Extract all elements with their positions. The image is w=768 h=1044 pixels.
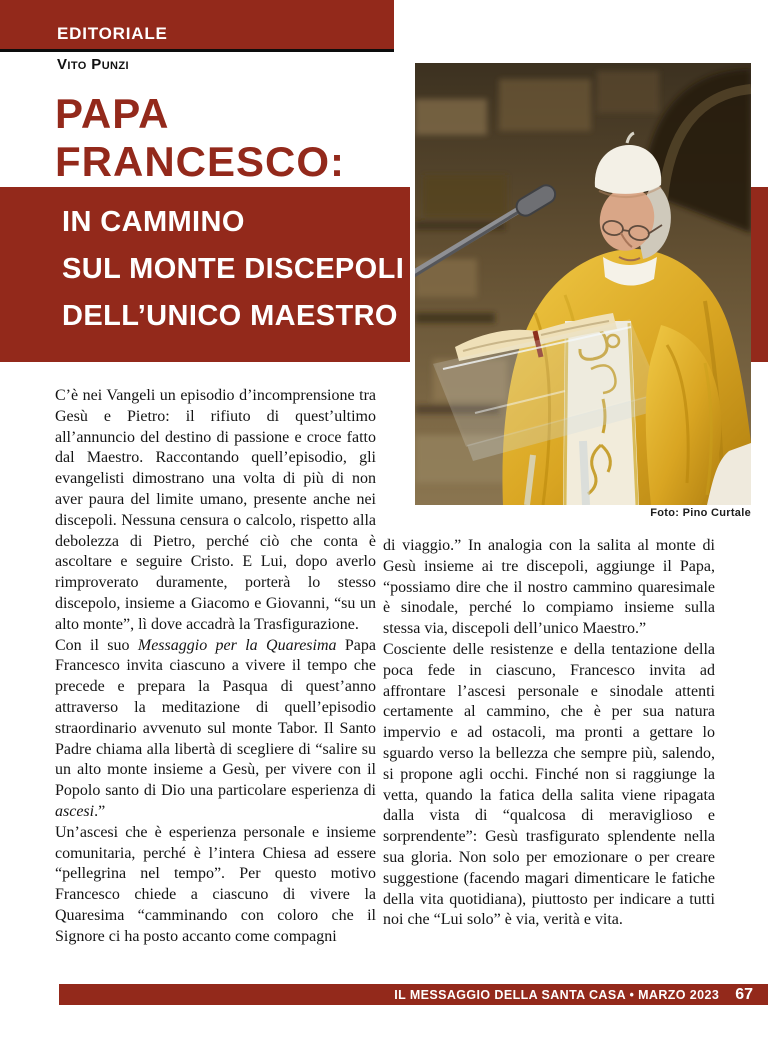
paragraph-3: Un’ascesi che è esperienza personale e insieme comunitaria, perché è l’intera Chiesa ad essere “pellegrina nel tempo”. Per questo motivo Francesco chiede a ciascuno di vivere la Quaresima “camminando con coloro che il Signore ci ha posto accanto come compagni [55,823,376,945]
kicker-bar [0,0,394,49]
subtitle-line2: SUL MONTE DISCEPOLI [62,253,405,285]
subtitle-line1: IN CAMMINO [62,206,245,238]
author-name: Vito Punzi [57,56,129,73]
paragraph-4: di viaggio.” In analogia con la salita al monte di Gesù insieme ai tre discepoli, aggiunge il Papa, “possiamo dire che il nostro cammino quaresimale è sinodale, perché lo compiamo insieme sulla stessa via, discepoli dell’unico Maestro.” [383,537,715,638]
paragraph-2-italic-title: Messaggio per la Quaresima [137,636,337,654]
paragraph-2-text: Con il suo [55,636,138,654]
page-subtitle [62,199,404,340]
paragraph-2-italic-word: ascesi [55,802,95,820]
kicker-rule [0,49,394,52]
article-column-right [383,536,715,931]
pope-photo-illustration [415,63,751,505]
paragraph-2-text3: .” [94,802,106,820]
article-column-left [55,386,376,948]
subtitle-band-right-strip [751,187,768,362]
photo-credit: Foto: Pino Curtale [650,507,751,519]
kicker-label: EDITORIALE [57,24,168,43]
paragraph-2 [55,636,376,823]
page-title-line2: FRANCESCO: [55,138,345,185]
footer-journal-title: IL MESSAGGIO DELLA SANTA CASA • MARZO 2023 [394,987,720,1002]
subtitle-line3: DELL’UNICO MAESTRO [62,300,398,332]
paragraph-1: C’è nei Vangeli un episodio d’incomprensione tra Gesù e Pietro: il rifiuto di quest’ultimo all’annuncio del destino di passione e croce fatto dal Maestro. Raccontando quell’episodio, gli evangelisti dimostrano una volta di più di non aver paura del limite umano, presente anche nei discepoli. Nessuna censura o calcolo, rispetto alla debolezza di Pietro, perché ciò che conta è ascoltare e seguire Cristo. E Lui, dopo averlo rimproverato duramente, porterà lo stesso discepolo, insieme a Giacomo e Giovanni, “su un alto monte”, lì dove accadrà la Trasfigurazione. [55,387,376,633]
footer-bar [59,984,768,1005]
footer-page-number: 67 [735,985,753,1003]
paragraph-5: Cosciente delle resistenze e della tentazione della poca fede in ciascuno, Francesco invita ad affrontare l’ascesi personale e sinodale attenti certamente al cammino, che è per sua natura impervio e ad ostacoli, ma pronti a gettare lo sguardo verso la bellezza che sempre più, salendo, si propone agli occhi. Finché non si raggiunge la vetta, quando la fatica della salita viene ripagata dalla vista di “qualcosa di meraviglioso e sorprendente”: Gesù trasfigurato splendente nella sua gloria. Non solo per emozionare o per creare suggestione (facendo magari dimenticare le fatiche della vita quotidiana), piuttosto per indicare a tutti noi che “Lui solo” è via, verità e vita. [383,640,715,929]
page-title-line1: PAPA [55,90,170,137]
pope-photo [415,63,751,505]
paragraph-2-text2: Papa Francesco invita ciascuno a vivere il tempo che precede e prepara la Pasqua di quest’anno attraverso la meditazione di quell’episodio straordinario avvenuto sul monte Tabor. Il Santo Padre chiama alla libertà di scegliere di “salire su un alto monte insieme a Gesù, per vivere con il Popolo santo di Dio una particolare esperienza di [55,636,377,800]
page-title [55,90,345,186]
